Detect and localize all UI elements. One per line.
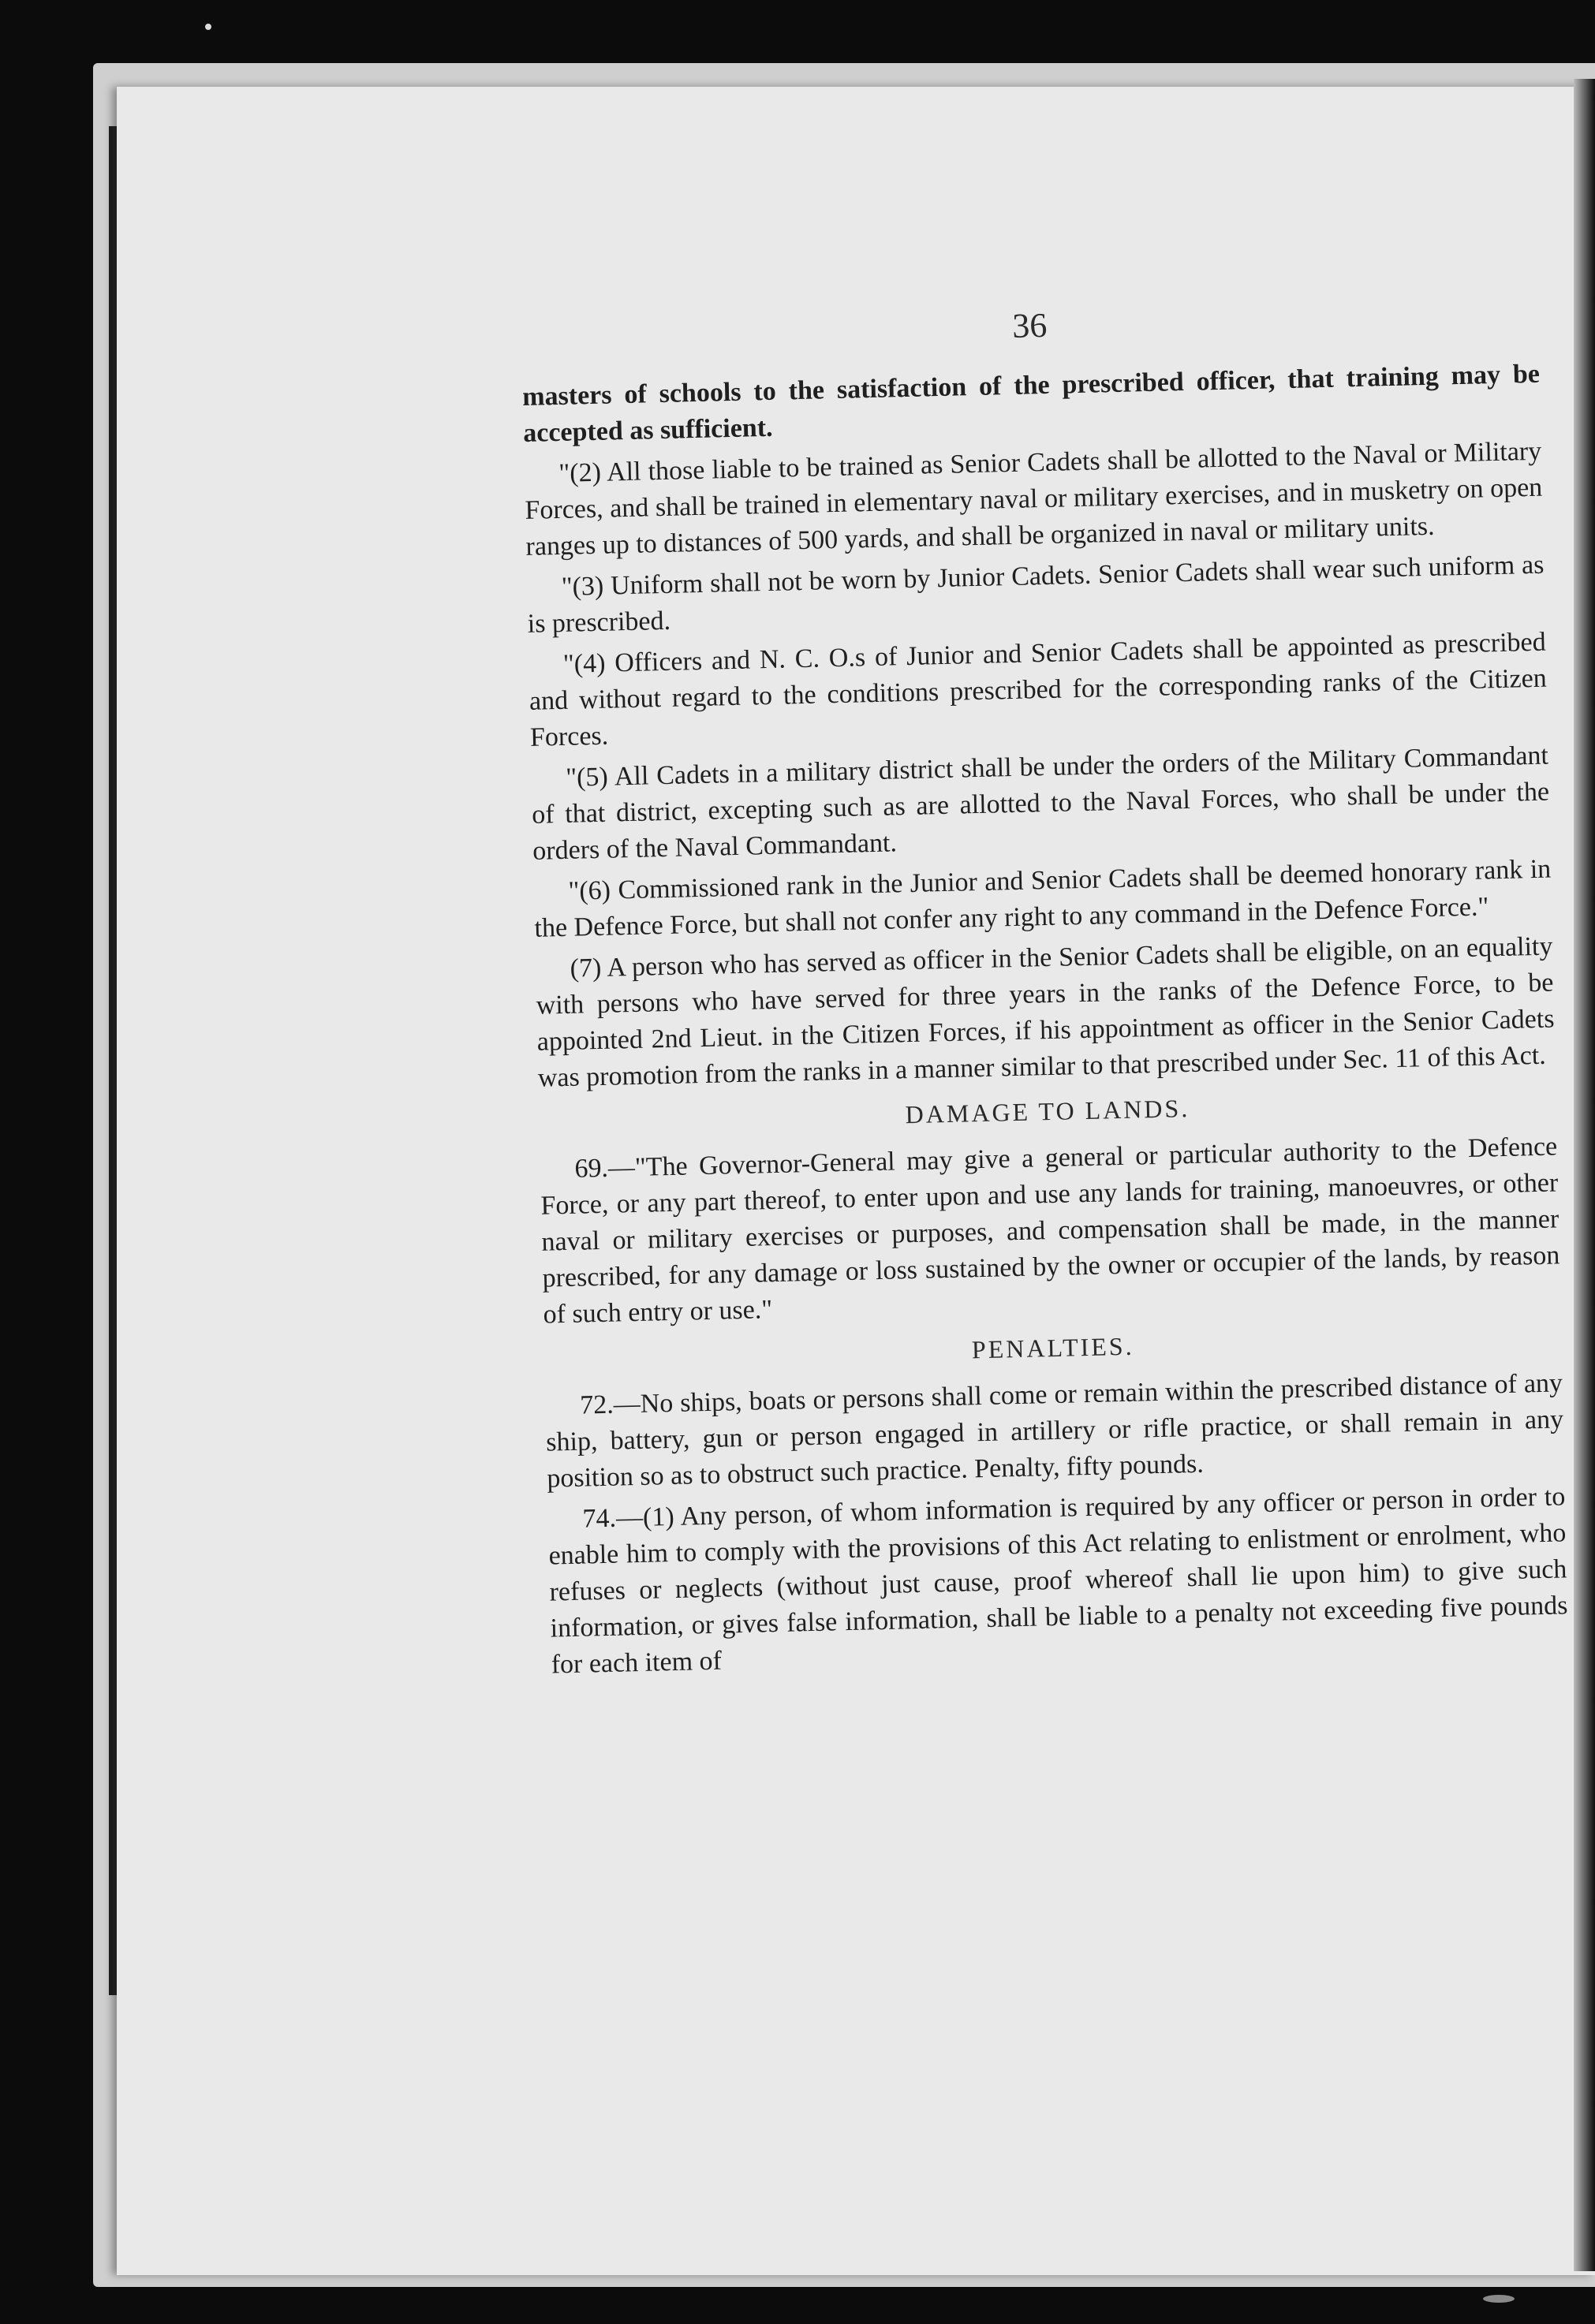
paragraph-7: (7) A person who has served as officer in the Senior Cadets shall be eligible, on an equality with persons who have served for three years in the ranks of the Defence Force, to be appointed 2nd Lieut. in the Citizen Forces, if his appointment as officer in the Senior Cadets was promotion from the ranks in a manner similar to that prescribed under Sec. 11 of this Act. bbox=[536, 931, 1555, 1093]
paragraph-69: 69.—"The Governor-General may give a general or particular authority to the Defence Force, or any part thereof, to enter upon and use any lands for training, manoeuvres, or other naval or military exercises or purposes, and compensation shall be made, in the manner prescribed, for any damage or loss sustained by the owner or occupier of the lands, by reason of such entry or use." bbox=[540, 1132, 1560, 1330]
paragraph-5: "(5) All Cadets in a military district shall be under the orders of the Military Commandant of that district, excepting such as are allotted to the Naval Forces, who shall be under the orders of the Naval Commandant. bbox=[531, 740, 1550, 866]
scan-speck bbox=[205, 24, 211, 30]
page-text bbox=[521, 297, 1569, 1688]
paragraph-72: 72.—No ships, boats or persons shall come or remain within the prescribed distance of any ship, battery, gun or person engaged in artillery or rifle practice, or shall remain in any position so as to obstruct such practice. Penalty, fifty pounds. bbox=[545, 1368, 1564, 1494]
heading-damage-to-lands: DAMAGE TO LANDS. bbox=[905, 1094, 1190, 1129]
heading-penalties: PENALTIES. bbox=[971, 1331, 1134, 1364]
paragraph-6: "(6) Commissioned rank in the Junior and Senior Cadets shall be deemed honorary rank in the Defence Force, but shall not confer any right to any command in the Defence Force." bbox=[534, 854, 1552, 943]
paragraph-3: "(3) Uniform shall not be worn by Junior Cadets. Senior Cadets shall wear such uniform as is prescribed. bbox=[527, 550, 1545, 639]
scan-speck bbox=[1483, 2295, 1515, 2303]
paragraph-continuation: masters of schools to the satisfaction of the prescribed officer, that training may be accepted as sufficient. bbox=[521, 359, 1541, 448]
paragraph-4: "(4) Officers and N. C. O.s of Junior and Senior Cadets shall be appointed as prescribed and without regard to the conditions prescribed for the corresponding ranks of the Citizen Forces. bbox=[529, 627, 1548, 752]
paragraph-74: 74.—(1) Any person, of whom information is required by any officer or person in order to enable him to comply with the provisions of this Act relating to enlistment or enrolment, who refuses or neglects (without just cause, proof whereof shall lie upon him) to give such information, or gives false information, shall be liable to a penalty not exceeding five pounds for each item of bbox=[548, 1482, 1568, 1680]
page-number: 36 bbox=[1011, 305, 1048, 345]
page-right-edge bbox=[1574, 79, 1595, 2271]
paragraph-2: "(2) All those liable to be trained as Senior Cadets shall be allotted to the Naval or Military Forces, and shall be trained in elementary naval or military exercises, and in musketry on open ranges up to distances of 500 yards, and shall be organized in naval or military units. bbox=[525, 436, 1543, 561]
